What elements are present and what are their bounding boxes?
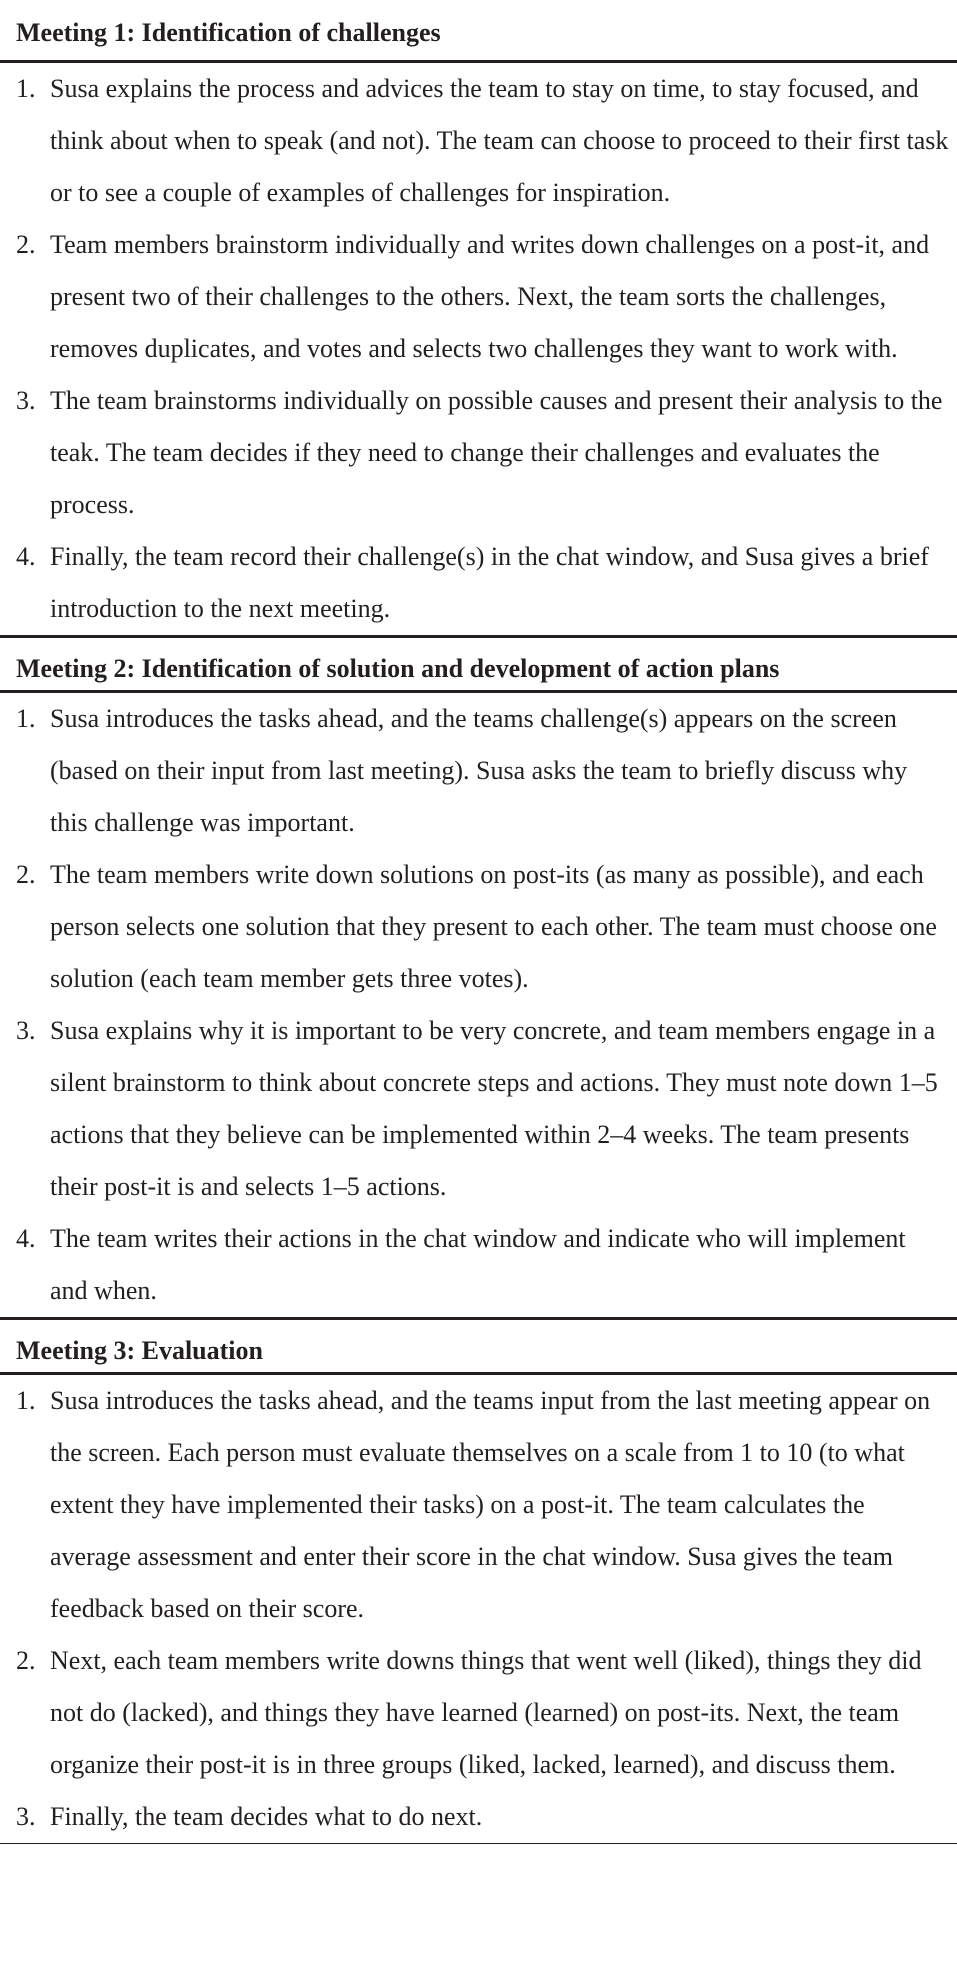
step-number: 3. bbox=[16, 1016, 36, 1045]
list-item bbox=[0, 1213, 957, 1317]
step-number: 3. bbox=[16, 1802, 36, 1831]
list-item bbox=[0, 531, 957, 635]
list-item bbox=[0, 1375, 957, 1635]
step-text: Team members brainstorm individually and writes down challenges on a post-it, and present two of their challenges to the others. Next, the team sorts the challenges, removes duplicates, and votes and selects two challenges they want to work with. bbox=[50, 230, 930, 363]
step-number: 2. bbox=[16, 860, 36, 889]
list-item bbox=[0, 849, 957, 1005]
list-item bbox=[0, 1791, 957, 1843]
step-number: 4. bbox=[16, 1224, 36, 1253]
meeting-3-title: Meeting 3: Evaluation bbox=[0, 1320, 957, 1375]
step-text: The team brainstorms individually on possible causes and present their analysis to the teak. The team decides if they need to change their challenges and evaluates the process. bbox=[50, 386, 943, 519]
meeting-2-title: Meeting 2: Identification of solution and development of action plans bbox=[0, 638, 957, 693]
list-item bbox=[0, 63, 957, 219]
step-number: 4. bbox=[16, 542, 36, 571]
step-text: Finally, the team record their challenge(s) in the chat window, and Susa gives a brief introduction to the next meeting. bbox=[50, 542, 929, 623]
meeting-2-steps bbox=[0, 693, 957, 1320]
step-text: Susa introduces the tasks ahead, and the teams challenge(s) appears on the screen (based on their input from last meeting). Susa asks the team to briefly discuss why this challenge was important. bbox=[50, 704, 908, 837]
step-number: 1. bbox=[16, 74, 36, 103]
step-number: 2. bbox=[16, 230, 36, 259]
meeting-1-title: Meeting 1: Identification of challenges bbox=[0, 0, 957, 63]
step-text: Next, each team members write downs things that went well (liked), things they did not do (lacked), and things they have learned (learned) on post-its. Next, the team organize their post-it is in three groups (liked, lacked, learned), and discuss them. bbox=[50, 1646, 922, 1779]
step-text: The team members write down solutions on post-its (as many as possible), and each person selects one solution that they present to each other. The team must choose one solution (each team member gets three votes). bbox=[50, 860, 937, 993]
step-number: 1. bbox=[16, 704, 36, 733]
meeting-3-steps bbox=[0, 1375, 957, 1844]
list-item bbox=[0, 219, 957, 375]
step-text: Finally, the team decides what to do next. bbox=[50, 1802, 483, 1831]
list-item bbox=[0, 693, 957, 849]
step-number: 3. bbox=[16, 386, 36, 415]
step-number: 2. bbox=[16, 1646, 36, 1675]
list-item bbox=[0, 1005, 957, 1213]
step-text: Susa explains the process and advices the team to stay on time, to stay focused, and think about when to speak (and not). The team can choose to proceed to their first task or to see a couple of examples of challenges for inspiration. bbox=[50, 74, 949, 207]
list-item bbox=[0, 375, 957, 531]
list-item bbox=[0, 1635, 957, 1791]
step-text: Susa introduces the tasks ahead, and the teams input from the last meeting appear on the screen. Each person must evaluate themselves on a scale from 1 to 10 (to what extent they have implemented their tasks) on a post-it. The team calculates the average assessment and enter their score in the chat window. Susa gives the team feedback based on their score. bbox=[50, 1386, 931, 1623]
step-text: The team writes their actions in the chat window and indicate who will implement and when. bbox=[50, 1224, 906, 1305]
step-number: 1. bbox=[16, 1386, 36, 1415]
step-text: Susa explains why it is important to be very concrete, and team members engage in a silent brainstorm to think about concrete steps and actions. They must note down 1–5 actions that they believe can be implemented within 2–4 weeks. The team presents their post-it is and selects 1–5 actions. bbox=[50, 1016, 938, 1201]
meeting-1-steps bbox=[0, 63, 957, 638]
